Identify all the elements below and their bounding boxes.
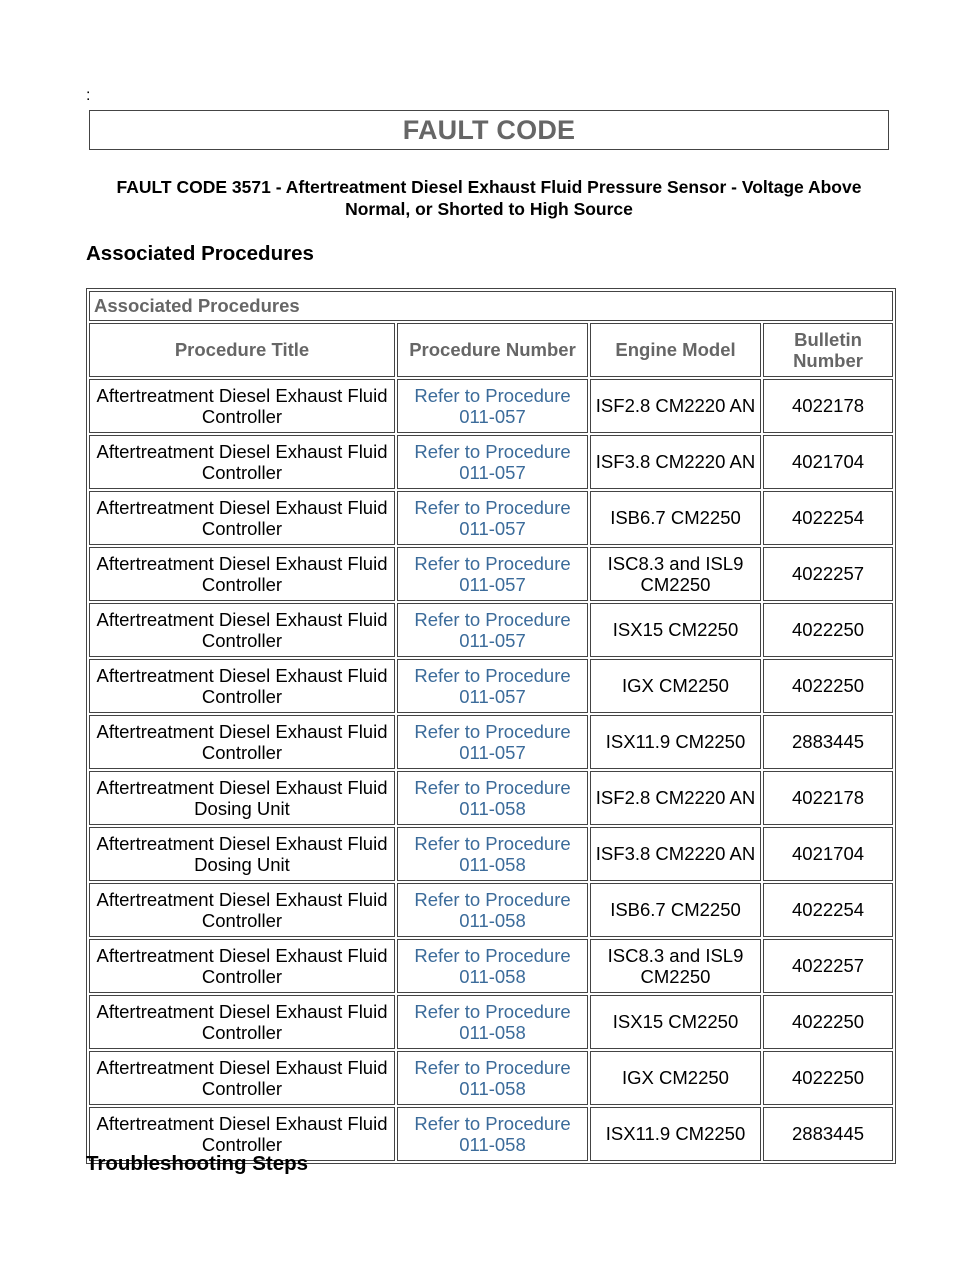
procedure-number-link[interactable]: Refer to Procedure 011-057 [397,547,588,601]
associated-procedures-table [86,288,896,1164]
bulletin-number-cell: 4021704 [763,827,893,881]
bulletin-number-cell: 4021704 [763,435,893,489]
engine-model-cell: ISC8.3 and ISL9 CM2250 [590,939,761,993]
procedure-number-link[interactable]: Refer to Procedure 011-057 [397,603,588,657]
procedure-number-link[interactable]: Refer to Procedure 011-057 [397,659,588,713]
table-row [89,547,893,601]
engine-model-cell: ISC8.3 and ISL9 CM2250 [590,547,761,601]
page-header-title: FAULT CODE [402,114,576,145]
table-row [89,435,893,489]
procedure-title-cell: Aftertreatment Diesel Exhaust Fluid Controller [89,379,395,433]
procedure-number-link[interactable]: Refer to Procedure 011-057 [397,491,588,545]
procedure-title-cell: Aftertreatment Diesel Exhaust Fluid Dosing Unit [89,771,395,825]
engine-model-cell: IGX CM2250 [590,1051,761,1105]
table-row [89,603,893,657]
table-caption: Associated Procedures [89,291,893,321]
engine-model-cell: ISF3.8 CM2220 AN [590,827,761,881]
engine-model-cell: ISB6.7 CM2250 [590,883,761,937]
procedure-number-link[interactable]: Refer to Procedure 011-058 [397,827,588,881]
table-row [89,491,893,545]
procedure-number-link[interactable]: Refer to Procedure 011-057 [397,435,588,489]
fault-code-title: FAULT CODE 3571 - Aftertreatment Diesel Exhaust Fluid Pressure Sensor - Voltage Above Normal, or Shorted to High Source [116,177,862,219]
procedure-title-cell: Aftertreatment Diesel Exhaust Fluid Controller [89,659,395,713]
bulletin-number-cell: 4022254 [763,491,893,545]
procedure-number-link[interactable]: Refer to Procedure 011-057 [397,715,588,769]
bulletin-number-cell: 4022178 [763,379,893,433]
procedure-number-link[interactable]: Refer to Procedure 011-058 [397,1051,588,1105]
table-row [89,1051,893,1105]
table-row [89,715,893,769]
engine-model-cell: ISB6.7 CM2250 [590,491,761,545]
bulletin-number-cell: 4022250 [763,1051,893,1105]
column-header-engine-model: Engine Model [590,323,761,377]
engine-model-cell: ISX11.9 CM2250 [590,715,761,769]
procedure-title-cell: Aftertreatment Diesel Exhaust Fluid Controller [89,939,395,993]
procedure-title-cell: Aftertreatment Diesel Exhaust Fluid Dosing Unit [89,827,395,881]
engine-model-cell: ISF2.8 CM2220 AN [590,771,761,825]
engine-model-cell: ISX15 CM2250 [590,603,761,657]
page-header-box [89,110,889,150]
procedure-title-cell: Aftertreatment Diesel Exhaust Fluid Controller [89,1107,395,1161]
column-header-procedure-title: Procedure Title [89,323,395,377]
engine-model-cell: ISF2.8 CM2220 AN [590,379,761,433]
engine-model-cell: IGX CM2250 [590,659,761,713]
procedure-title-cell: Aftertreatment Diesel Exhaust Fluid Controller [89,715,395,769]
engine-model-cell: ISX11.9 CM2250 [590,1107,761,1161]
table-row [89,939,893,993]
table-row [89,659,893,713]
table-row [89,379,893,433]
associated-procedures-heading: Associated Procedures [86,242,314,265]
bulletin-number-cell: 4022178 [763,771,893,825]
table-row [89,995,893,1049]
table-row [89,883,893,937]
procedure-title-cell: Aftertreatment Diesel Exhaust Fluid Controller [89,883,395,937]
bulletin-number-cell: 4022257 [763,547,893,601]
procedure-number-link[interactable]: Refer to Procedure 011-058 [397,883,588,937]
procedure-number-link[interactable]: Refer to Procedure 011-058 [397,1107,588,1161]
procedure-title-cell: Aftertreatment Diesel Exhaust Fluid Controller [89,603,395,657]
bulletin-number-cell: 4022250 [763,659,893,713]
procedure-title-cell: Aftertreatment Diesel Exhaust Fluid Controller [89,547,395,601]
page-marker: : [86,87,91,104]
bulletin-number-cell: 4022250 [763,995,893,1049]
column-header-bulletin-number: Bulletin Number [763,323,893,377]
column-header-procedure-number: Procedure Number [397,323,588,377]
troubleshooting-steps-heading: Troubleshooting Steps [86,1152,309,1175]
bulletin-number-cell: 4022257 [763,939,893,993]
bulletin-number-cell: 4022250 [763,603,893,657]
procedure-title-cell: Aftertreatment Diesel Exhaust Fluid Controller [89,1051,395,1105]
table-row [89,827,893,881]
procedure-title-cell: Aftertreatment Diesel Exhaust Fluid Controller [89,995,395,1049]
engine-model-cell: ISF3.8 CM2220 AN [590,435,761,489]
procedure-title-cell: Aftertreatment Diesel Exhaust Fluid Controller [89,491,395,545]
procedure-number-link[interactable]: Refer to Procedure 011-058 [397,995,588,1049]
bulletin-number-cell: 2883445 [763,1107,893,1161]
engine-model-cell: ISX15 CM2250 [590,995,761,1049]
procedure-title-cell: Aftertreatment Diesel Exhaust Fluid Controller [89,435,395,489]
bulletin-number-cell: 4022254 [763,883,893,937]
table-row [89,771,893,825]
bulletin-number-cell: 2883445 [763,715,893,769]
procedure-number-link[interactable]: Refer to Procedure 011-058 [397,771,588,825]
procedure-number-link[interactable]: Refer to Procedure 011-058 [397,939,588,993]
procedure-number-link[interactable]: Refer to Procedure 011-057 [397,379,588,433]
